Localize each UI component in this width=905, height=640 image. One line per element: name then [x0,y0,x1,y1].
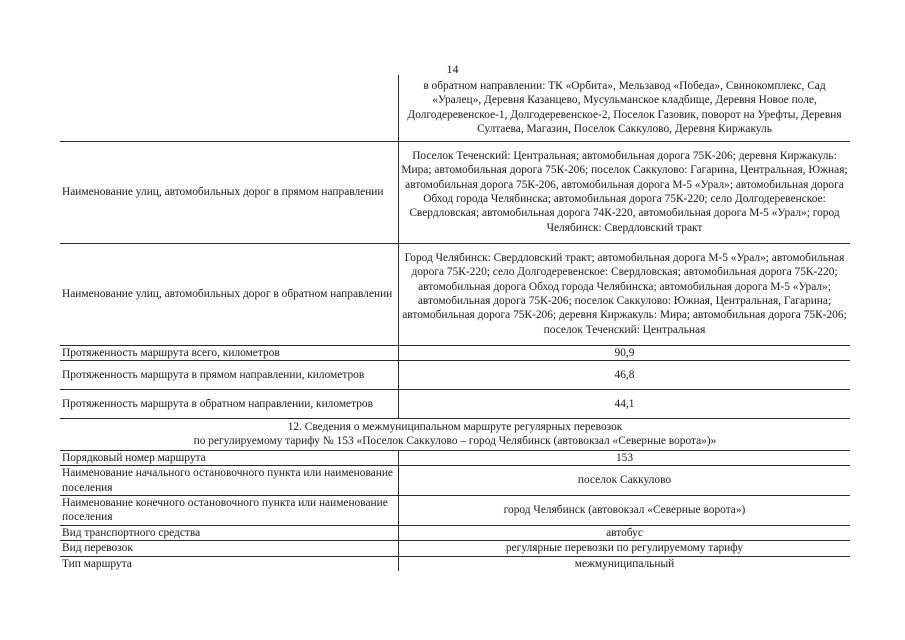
row-value: автобус [399,525,851,540]
table-row [60,360,850,389]
row-value: в обратном направлении: ТК «Орбита», Мельзавод «Победа», Свинокомплекс, Сад «Уралец», Деревня Казанцево, Мусульманское кладбище, Деревня Новое поле, Долгодеревенское-1, Долгодеревенское-2, Поселок Газовик, поворот на Урефты, Деревня Султаева, Магазин, Поселок Саккулово, Деревня Киржакуль [399,75,851,141]
table-row [60,556,850,571]
table-row [60,389,850,418]
table-row [60,466,850,496]
row-label: Тип маршрута [60,556,399,571]
row-value: Город Челябинск: Свердловский тракт; автомобильная дорога М-5 «Урал»; автомобильная дорога 75К-220; село Долгодеревенское: Свердловская; автомобильная дорога 75К-220; автомобильная дорога Обход города Челябинска; автомобильная дорога М-5 «Урал»; автомобильная дорога 75К-206; поселок Саккулово: Южная, Центральная, Гагарина; автомобильная дорога 75К-206; деревня Киржакуль: Мира; автомобильная дорога 75К-206; поселок Теченский: Центральная [399,243,851,345]
row-value: 90,9 [399,345,851,360]
table-row [60,525,850,540]
row-label: Вид перевозок [60,541,399,556]
section-heading-line-2: по регулируемому тарифу № 153 «Поселок Саккулово – город Челябинск (автовокзал «Северные ворота»)» [193,435,717,448]
route-info-table [60,75,850,571]
table-row [60,450,850,465]
row-label [60,75,399,141]
table-row [60,141,850,243]
row-label: Наименование улиц, автомобильных дорог в обратном направлении [60,243,399,345]
row-label: Протяженность маршрута в обратном направлении, километров [60,389,399,418]
row-value: 153 [399,450,851,465]
row-value: регулярные перевозки по регулируемому тарифу [399,541,851,556]
section-heading-line-1: 12. Сведения о межмуниципальном маршруте регулярных перевозок [287,420,623,433]
section-heading-row [60,418,850,450]
row-label: Протяженность маршрута в прямом направлении, километров [60,360,399,389]
table-row [60,345,850,360]
page-number: 14 [446,62,459,76]
row-value: 46,8 [399,360,851,389]
row-label: Протяженность маршрута всего, километров [60,345,399,360]
row-value: межмуниципальный [399,556,851,571]
row-label: Наименование начального остановочного пункта или наименование поселения [60,466,399,496]
row-label: Наименование улиц, автомобильных дорог в прямом направлении [60,141,399,243]
row-label: Наименование конечного остановочного пункта или наименование поселения [60,495,399,525]
table-row [60,75,850,141]
row-label: Порядковый номер маршрута [60,450,399,465]
row-value: Поселок Теченский: Центральная; автомобильная дорога 75К-206; деревня Киржакуль: Мира; автомобильная дорога 75К-206; поселок Саккулово: Гагарина, Центральная, Южная; автомобильная дорога 75К-206, автомобильная дорога М-5 «Урал»; автомобильная дорога Обход города Челябинска; автомобильная дорога 75К-220; село Долгодеревенское: Свердловская; автомобильная дорога 74К-220, автомобильная дорога М-5 «Урал»; город Челябинск: Свердловский тракт [399,141,851,243]
table-row [60,541,850,556]
row-value: 44,1 [399,389,851,418]
row-value: поселок Саккулово [399,466,851,496]
row-value: город Челябинск (автовокзал «Северные ворота») [399,495,851,525]
table-row [60,243,850,345]
section-heading [60,418,850,450]
table-row [60,495,850,525]
row-label: Вид транспортного средства [60,525,399,540]
